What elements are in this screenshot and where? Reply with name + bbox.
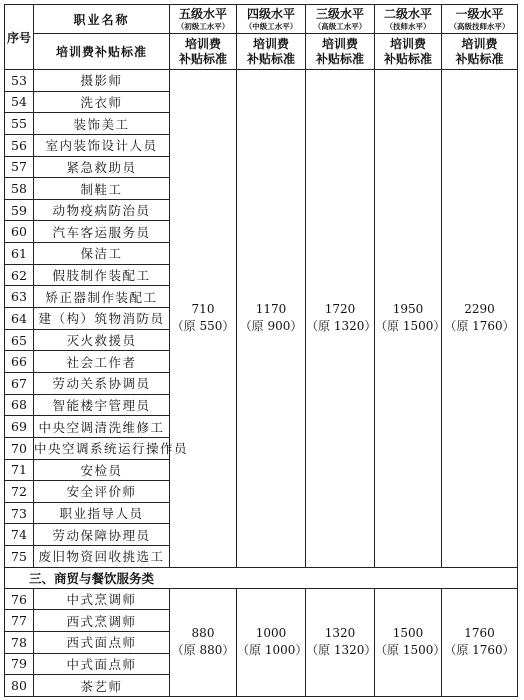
row-number: 79 (5, 653, 34, 675)
job-name: 矫正器制作装配工 (34, 286, 170, 308)
job-name: 动物疫病防治员 (34, 199, 170, 221)
std-header-2: 培训费 补贴标准 (306, 34, 375, 70)
row-number: 67 (5, 372, 34, 394)
row-number: 78 (5, 632, 34, 654)
job-name: 汽车客运服务员 (34, 221, 170, 243)
subsidy-cell (237, 70, 306, 568)
subsidy-value: 1950 (392, 302, 424, 317)
header-row-2 (5, 34, 518, 70)
row-number: 58 (5, 178, 34, 200)
subsidy-cell (442, 70, 518, 568)
subsidy-value: 1170 (255, 302, 287, 317)
header-row-1 (5, 5, 518, 34)
job-name: 劳动保障协理员 (34, 524, 170, 546)
subsidy-original: （原 1500） (375, 319, 446, 334)
seq-header: 序号 (5, 5, 34, 70)
subsidy-value: 1000 (255, 626, 287, 641)
subsidy-value: 1720 (324, 302, 356, 317)
section-row (5, 567, 518, 588)
table-row (5, 70, 518, 92)
level-header-2: 三级水平 （高级工水平） (306, 5, 375, 34)
subsidy-table (4, 4, 518, 697)
job-name: 劳动关系协调员 (34, 372, 170, 394)
row-number: 53 (5, 70, 34, 92)
job-name: 假肢制作装配工 (34, 264, 170, 286)
subsidy-cell (170, 70, 237, 568)
job-name: 洗衣师 (34, 91, 170, 113)
subsidy-original: （原 1000） (237, 643, 308, 658)
level-header-1: 四级水平 （中级工水平） (237, 5, 306, 34)
subsidy-original: （原 1760） (444, 319, 515, 334)
row-number: 60 (5, 221, 34, 243)
section-title: 三、商贸与餐饮服务类 (5, 567, 518, 588)
subsidy-original: （原 1760） (444, 643, 515, 658)
row-number: 77 (5, 610, 34, 632)
job-name: 制鞋工 (34, 178, 170, 200)
job-name: 安检员 (34, 459, 170, 481)
subsidy-value: 880 (191, 626, 215, 641)
row-number: 55 (5, 113, 34, 135)
job-name: 室内装饰设计人员 (34, 134, 170, 156)
subsidy-cell (442, 588, 518, 696)
subsidy-cell (306, 588, 375, 696)
job-name: 中式面点师 (34, 653, 170, 675)
subsidy-original: （原 900） (239, 319, 303, 334)
subsidy-cell (237, 588, 306, 696)
subsidy-standard-header: 培训费补贴标准 (34, 34, 170, 70)
row-number: 57 (5, 156, 34, 178)
job-name: 建（构）筑物消防员 (34, 308, 170, 330)
level-header-4: 一级水平 （高级技师水平） (442, 5, 518, 34)
subsidy-original: （原 880） (171, 643, 235, 658)
row-number: 73 (5, 502, 34, 524)
subsidy-value: 710 (191, 302, 215, 317)
job-name: 职业指导人员 (34, 502, 170, 524)
row-number: 59 (5, 199, 34, 221)
row-number: 61 (5, 243, 34, 265)
subsidy-value: 2290 (464, 302, 495, 317)
row-number: 63 (5, 286, 34, 308)
subsidy-original: （原 1320） (306, 643, 377, 658)
row-number: 62 (5, 264, 34, 286)
std-header-4: 培训费 补贴标准 (442, 34, 518, 70)
job-name-header: 职业名称 (34, 5, 170, 34)
job-name: 装饰美工 (34, 113, 170, 135)
subsidy-cell (375, 70, 446, 568)
job-name: 中央空调系统运行操作员 (34, 437, 170, 459)
job-name: 茶艺师 (34, 675, 170, 697)
level-header-3: 二级水平 （技师水平） (375, 5, 442, 34)
job-name: 中央空调清洗维修工 (34, 416, 170, 438)
subsidy-value: 1760 (464, 626, 495, 641)
row-number: 64 (5, 308, 34, 330)
std-header-3: 培训费 补贴标准 (375, 34, 442, 70)
subsidy-cell (306, 70, 375, 568)
job-name: 智能楼宇管理员 (34, 394, 170, 416)
std-header-1: 培训费 补贴标准 (237, 34, 306, 70)
subsidy-original: （原 1320） (306, 319, 377, 334)
job-name: 社会工作者 (34, 351, 170, 373)
row-number: 71 (5, 459, 34, 481)
job-name: 西式面点师 (34, 632, 170, 654)
table-row (5, 588, 518, 610)
job-name: 安全评价师 (34, 481, 170, 503)
job-name: 保洁工 (34, 243, 170, 265)
row-number: 80 (5, 675, 34, 697)
row-number: 72 (5, 481, 34, 503)
subsidy-cell (170, 588, 237, 696)
row-number: 69 (5, 416, 34, 438)
row-number: 56 (5, 134, 34, 156)
job-name: 紧急救助员 (34, 156, 170, 178)
row-number: 74 (5, 524, 34, 546)
subsidy-value: 1500 (392, 626, 424, 641)
row-number: 65 (5, 329, 34, 351)
row-number: 76 (5, 588, 34, 610)
level-header-0: 五级水平 （初级工水平） (170, 5, 237, 34)
subsidy-value: 1320 (324, 626, 356, 641)
std-header-0: 培训费 补贴标准 (170, 34, 237, 70)
row-number: 66 (5, 351, 34, 373)
subsidy-cell (375, 588, 446, 696)
job-name: 灭火救援员 (34, 329, 170, 351)
subsidy-original: （原 550） (171, 319, 235, 334)
job-name: 摄影师 (34, 70, 170, 92)
job-name: 废旧物资回收挑选工 (34, 546, 170, 568)
row-number: 75 (5, 546, 34, 568)
job-name: 西式烹调师 (34, 610, 170, 632)
row-number: 70 (5, 437, 34, 459)
row-number: 68 (5, 394, 34, 416)
row-number: 54 (5, 91, 34, 113)
job-name: 中式烹调师 (34, 588, 170, 610)
subsidy-original: （原 1500） (375, 643, 446, 658)
